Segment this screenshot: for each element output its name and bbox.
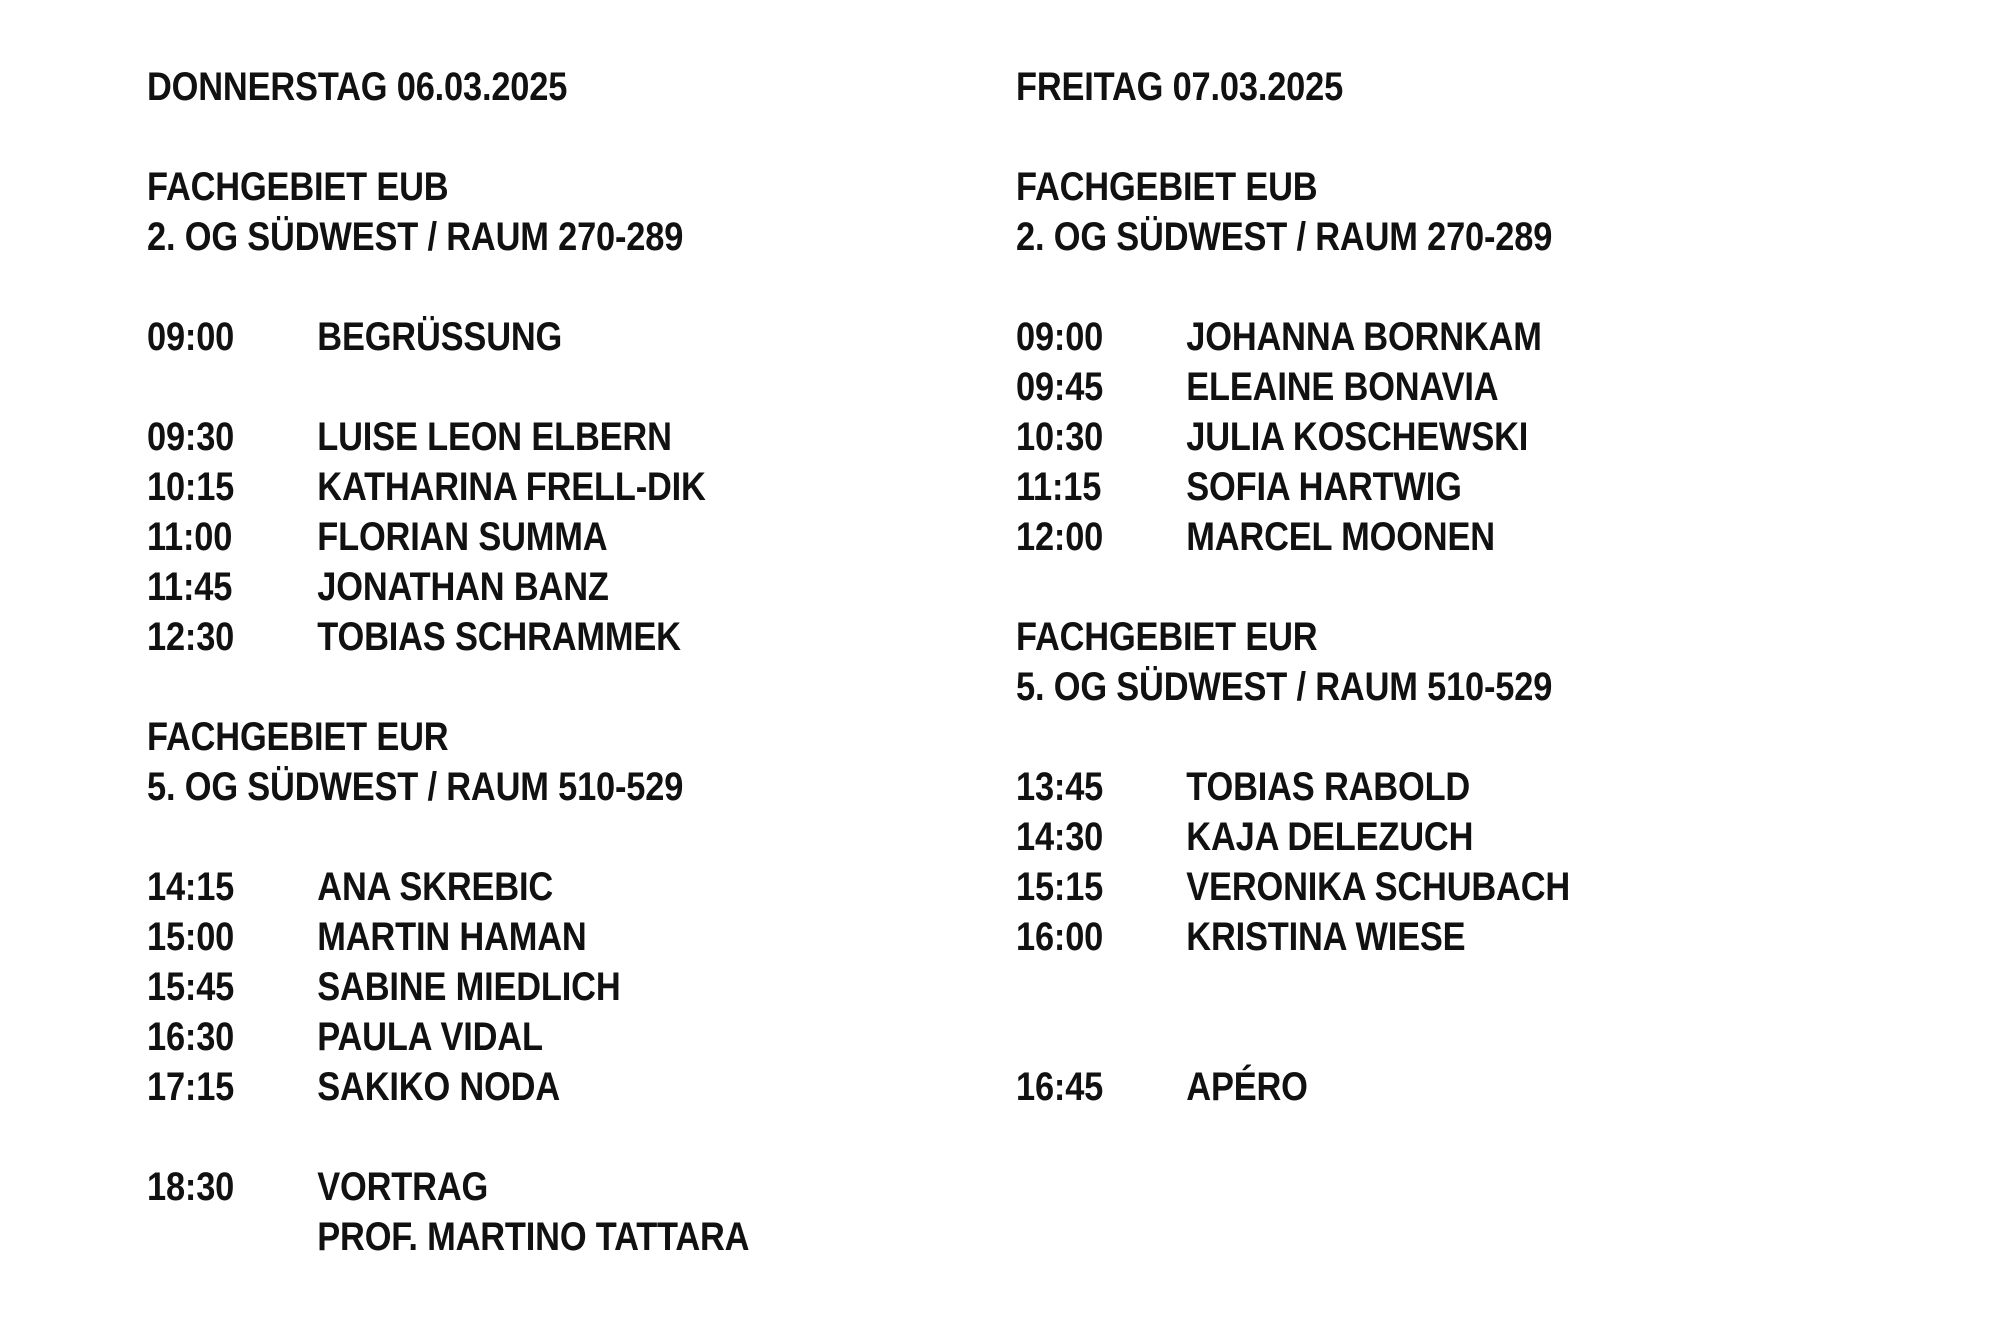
slot-name: TOBIAS RABOLD [1186,765,1471,809]
spacer [1016,712,1639,762]
schedule-row [147,962,683,1012]
section-room: 2. OG SÜDWEST / RAUM 270-289 [1016,215,1553,259]
slot-time: 14:15 [147,865,235,909]
slot-name: SOFIA HARTWIG [1186,465,1462,509]
schedule-row [147,912,683,962]
spacer [1016,112,1639,162]
spacer [147,812,770,862]
slot-time: 14:30 [1016,815,1104,859]
slot-name: FLORIAN SUMMA [317,515,608,559]
schedule-row [147,612,683,662]
slot-name: KAJA DELEZUCH [1186,815,1474,859]
slot-time: 09:45 [1016,365,1104,409]
slot-time: 13:45 [1016,765,1104,809]
slot-name: PAULA VIDAL [317,1015,543,1059]
slot-name: MARTIN HAMAN [317,915,587,959]
slot-time: 15:15 [1016,865,1104,909]
schedule-row [147,512,683,562]
section-title: FACHGEBIET EUR [147,715,449,759]
schedule-row [147,462,706,512]
slot-time: 11:45 [147,565,233,609]
spacer [1016,962,1639,1012]
slot-name: JOHANNA BORNKAM [1186,315,1542,359]
schedule-row-apero [1016,1062,1552,1112]
slot-name: BEGRÜSSUNG [317,315,563,359]
slot-name: MARCEL MOONEN [1186,515,1495,559]
slot-time: 18:30 [147,1165,235,1209]
schedule-row-lecture [147,1162,683,1212]
slot-name: LUISE LEON ELBERN [317,415,672,459]
section-title: FACHGEBIET EUB [147,165,449,209]
spacer [147,262,770,312]
slot-name: JULIA KOSCHEWSKI [1186,415,1529,459]
schedule-row-welcome [147,312,683,362]
section-room: 5. OG SÜDWEST / RAUM 510-529 [1016,665,1553,709]
spacer [147,662,770,712]
schedule-row [147,1012,683,1062]
schedule-row [147,1062,683,1112]
slot-time: 10:30 [1016,415,1104,459]
thursday-schedule [147,62,770,1262]
section-title: FACHGEBIET EUB [1016,165,1318,209]
spacer [147,362,770,412]
slot-name: KRISTINA WIESE [1186,915,1466,959]
schedule-row [1016,412,1552,462]
slot-name: TOBIAS SCHRAMMEK [317,615,681,659]
slot-name: KATHARINA FRELL-DIK [317,465,706,509]
spacer [147,112,770,162]
spacer [1016,1012,1639,1062]
slot-time: 09:00 [1016,315,1104,359]
slot-name: APÉRO [1186,1065,1308,1109]
slot-time: 15:00 [147,915,235,959]
slot-time: 16:45 [1016,1065,1104,1109]
schedule-row [1016,512,1552,562]
slot-name: ANA SKREBIC [317,865,554,909]
slot-time: 16:00 [1016,915,1104,959]
slot-name: VERONIKA SCHUBACH [1186,865,1571,909]
slot-time: 10:15 [147,465,235,509]
schedule-row [147,412,683,462]
spacer [1016,262,1639,312]
slot-time: 11:00 [147,515,233,559]
schedule-row [1016,762,1552,812]
lecture-speaker: PROF. MARTINO TATTARA [317,1215,750,1259]
schedule-row-speaker [147,1212,750,1262]
schedule-row [1016,312,1552,362]
schedule-row [1016,912,1552,962]
slot-time: 09:00 [147,315,235,359]
day-heading: DONNERSTAG 06.03.2025 [147,65,568,109]
section-room: 2. OG SÜDWEST / RAUM 270-289 [147,215,684,259]
slot-time: 12:00 [1016,515,1104,559]
schedule-row [147,562,683,612]
slot-time: 15:45 [147,965,235,1009]
slot-time: 16:30 [147,1015,235,1059]
schedule-row [1016,862,1571,912]
section-title: FACHGEBIET EUR [1016,615,1318,659]
friday-schedule [1016,62,1639,1112]
lecture-title: VORTRAG [317,1165,489,1209]
schedule-row [1016,462,1552,512]
slot-name: SABINE MIEDLICH [317,965,621,1009]
slot-name: JONATHAN BANZ [317,565,609,609]
slot-time: 11:15 [1016,465,1102,509]
day-heading: FREITAG 07.03.2025 [1016,65,1344,109]
schedule-row [1016,812,1552,862]
slot-name: ELEAINE BONAVIA [1186,365,1499,409]
schedule-row [147,862,683,912]
spacer [1016,562,1639,612]
spacer [147,1112,770,1162]
slot-name: SAKIKO NODA [317,1065,561,1109]
slot-time: 12:30 [147,615,235,659]
schedule-row [1016,362,1552,412]
section-room: 5. OG SÜDWEST / RAUM 510-529 [147,765,684,809]
slot-time: 17:15 [147,1065,235,1109]
slot-time: 09:30 [147,415,235,459]
